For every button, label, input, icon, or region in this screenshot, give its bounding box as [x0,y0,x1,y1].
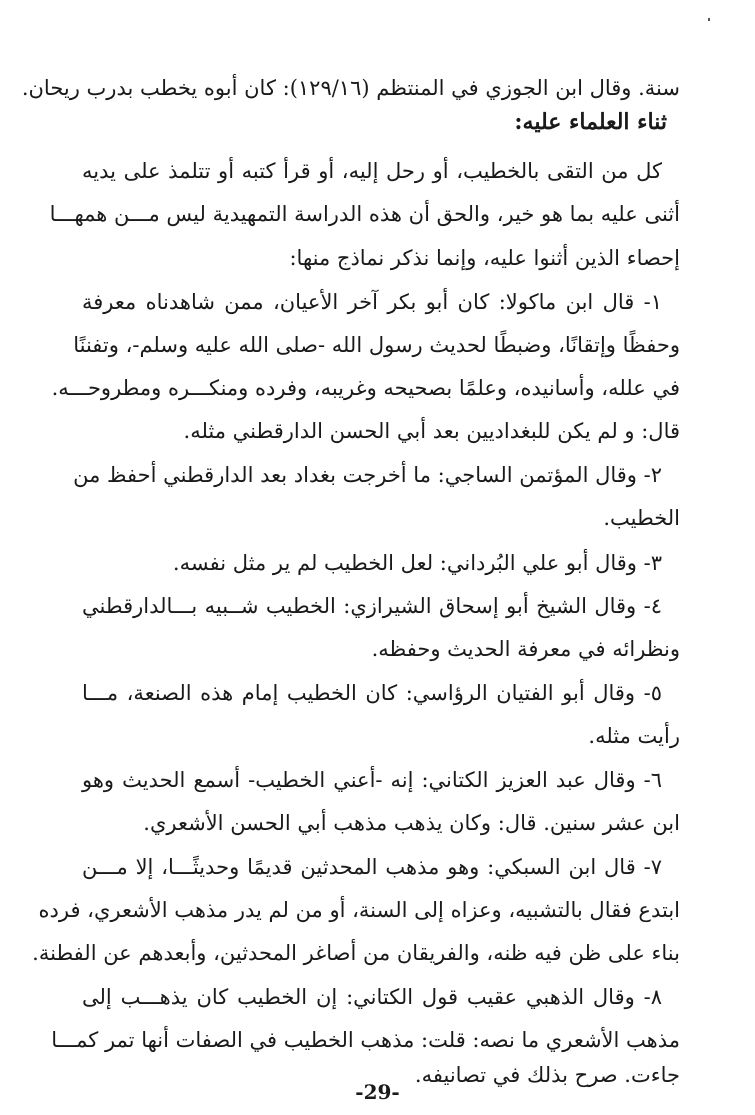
text-line: جاءت. صرح بذلك في تصانيفه. [414,1063,680,1087]
text-line: ٥- وقال أبو الفتيان الرؤاسي: كان الخطيب إمام هذه الصنعة، مـــا [82,681,662,705]
text-line: ٢- وقال المؤتمن الساجي: ما أخرجت بغداد بعد الدارقطني أحفظ من [73,463,662,487]
text-line: ١- قال ابن ماكولا: كان أبو بكر آخر الأعيان، ممن شاهدناه معرفة [82,290,662,314]
scan-speck [708,18,710,21]
text-line: إحصاء الذين أثنوا عليه، وإنما نذكر نماذج منها: [289,246,680,270]
text-line: رأيت مثله. [588,724,680,748]
text-line: وحفظًا وإتقانًا، وضبطًا لحديث رسول الله -صلى الله عليه وسلم-، وتفننًا [73,333,680,357]
section-heading: ثناء العلماء عليه: [514,109,667,135]
text-line: ٨- وقال الذهبي عقيب قول الكتاني: إن الخطيب كان يذهـــب إلى [82,985,662,1009]
text-line: ونظرائه في معرفة الحديث وحفظه. [371,637,680,661]
text-line: ٤- وقال الشيخ أبو إسحاق الشيرازي: الخطيب شــبيه بـــالدارقطني [82,594,662,618]
text-line: ٧- قال ابن السبكي: وهو مذهب المحدثين قديمًا وحديثًـــا، إلا مـــن [82,855,662,879]
text-line: بناء على ظن فيه ظنه، والفريقان من أصاغر المحدثين، وأبعدهم عن الفطنة. [32,941,680,965]
text-line: في علله، وأسانيده، وعلمًا بصحيحه وغريبه، وفرده ومنكـــره ومطروحـــه. [51,376,680,400]
text-line: ٣- وقال أبو علي البُرداني: لعل الخطيب لم ير مثل نفسه. [172,551,662,575]
text-line: مذهب الأشعري ما نصه: قلت: مذهب الخطيب في الصفات أنها تمر كمـــا [51,1028,680,1052]
text-line: قال: و لم يكن للبغداديين بعد أبي الحسن الدارقطني مثله. [183,419,680,443]
text-line: ابتدع فقال بالتشبيه، وعزاه إلى السنة، أو من لم يدر مذهب الأشعري، فرده [38,898,680,922]
text-line: سنة. وقال ابن الجوزي في المنتظم (١٢٩/١٦): كان أبوه يخطب بدرب ريحان. [21,76,680,100]
text-line: ٦- وقال عبد العزيز الكتاني: إنه -أعني الخطيب- أسمع الحديث وهو [82,768,662,792]
text-line: الخطيب. [603,506,680,530]
text-line: أثنى عليه بما هو خير، والحق أن هذه الدراسة التمهيدية ليس مـــن همهـــا [49,202,680,226]
text-line: ابن عشر سنين. قال: وكان يذهب مذهب أبي الحسن الأشعري. [143,811,680,835]
text-line: كل من التقى بالخطيب، أو رحل إليه، أو قرأ كتبه أو تتلمذ على يديه [82,159,662,183]
page-number: -29- [355,1080,400,1104]
